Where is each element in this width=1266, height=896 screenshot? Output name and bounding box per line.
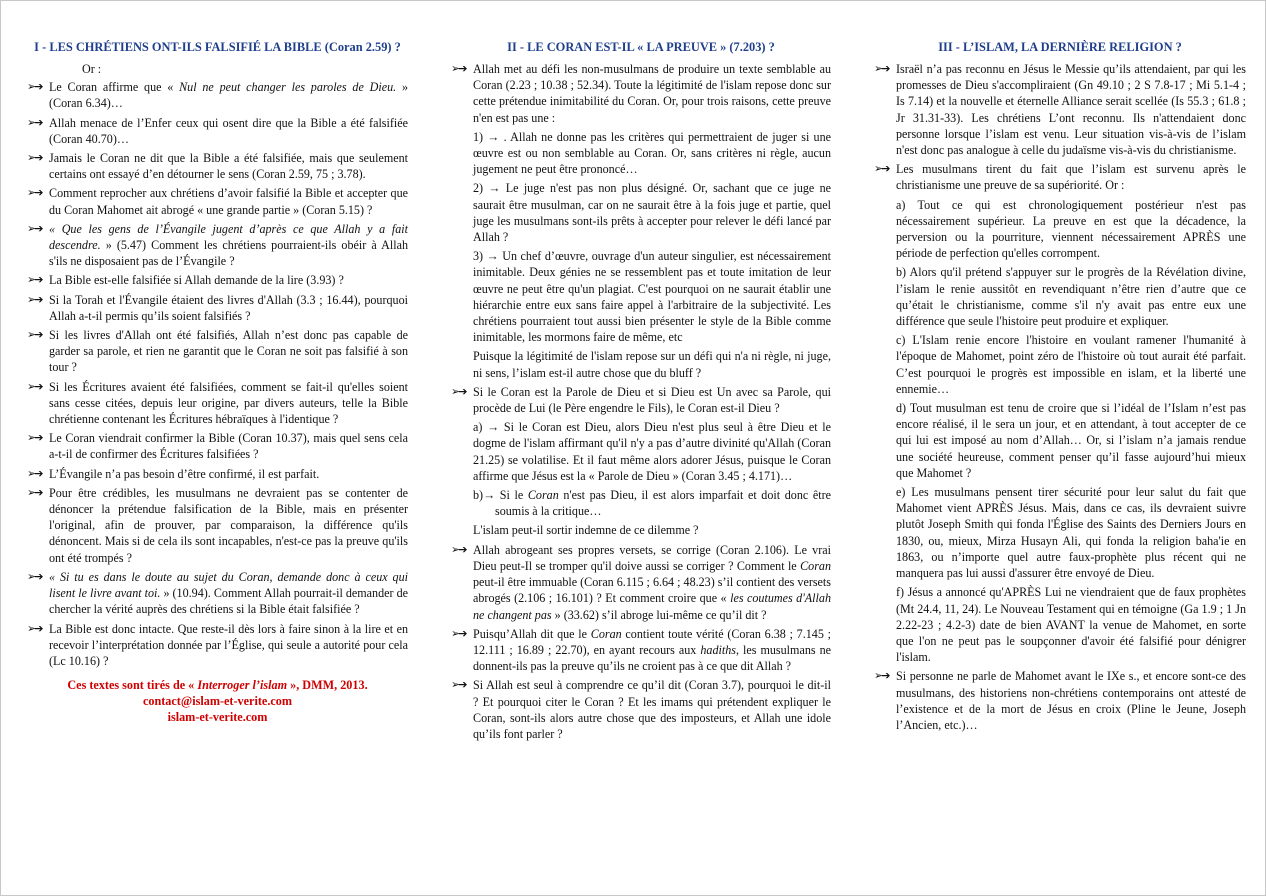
reason-1: 1) → . Allah ne donne pas les critères qui permettraient de juger si une œuvre est ou non semblable au Coran. Or, sans critères ni règle, aucun jugement ne peut être prononcé…	[473, 129, 831, 177]
source-footer	[27, 677, 408, 725]
option-b: b)→ Si le Coran n'est pas Dieu, il est alors imparfait et doit donc être soumis à la critique…	[473, 488, 831, 519]
column-falsification	[27, 39, 408, 725]
reason-3: 3) → Un chef d’œuvre, ouvrage d'un auteur singulier, est nécessairement inimitable. Deux génies ne se ressemblent pas et toute imitation de leur œuvre ne peut être qu'un plagiat. C'est pourquoi on ne saurait établir une hiérarchie entre eux sans faire appel à l'arbitraire de la subjectivité. Les chrétiens pourraient tout aussi bien présenter le style de la Bible comme inimitable, les mormons faire de même, etc	[473, 249, 831, 345]
arrow-bullet-icon: ➢➔	[27, 151, 42, 165]
point-c: c) L'Islam renie encore l'histoire en voulant ramener l'humanité à l'époque de Mahomet, point zéro de l'histoire où tout aurait été parfait. C’est pourquoi le progrès est impossible en islam, et la liberté une ennemie…	[896, 333, 1246, 396]
arrow-bullet-icon: ➢➔	[874, 62, 889, 75]
conclusion-text: Puisque la légitimité de l'islam repose sur un défi qui n'a ni règle, ni juge, ni sens, l’islam est-il autre chose que du bluff ?	[473, 349, 831, 380]
list-item: ➢➔ Comment reprocher aux chrétiens d’avoir falsifié la Bible et accepter que du Coran Mahomet ait abrogé « une grande partie » (Coran 5.15) ?	[27, 186, 408, 217]
point-f: f) Jésus a annoncé qu'APRÈS Lui ne viendraient que de faux prophètes (Mt 24.4, 11, 24). Le Nouveau Testament qui en témoigne (Ga 1.9 ; 1 Jn 2.22-23 ; 4.2-3) date de bien AVANT la venue de Mahomet, en sorte que l'on ne peut pas le soupçonner d'avoir été falsifié pour dénigrer l'islam.	[896, 585, 1246, 665]
arrow-bullet-icon: ➢➔	[874, 162, 889, 176]
contact-email-link[interactable]: contact@islam-et-verite.com	[142, 694, 293, 709]
list-item: ➢➔ Le Coran viendrait confirmer la Bible (Coran 10.37), mais quel sens cela a-t-il de confirmer des Écritures falsifiées ?	[27, 431, 408, 462]
reason-2: 2) → Le juge n'est pas non plus désigné. Or, sachant que ce juge ne saurait être musulman, car on ne saurait être à la fois juge et partie, quel juge les musulmans sont-ils prêts à accepter pour relever le défi lancé par Allah ?	[473, 181, 831, 245]
list-item: ➢➔ Si les livres d'Allah ont été falsifiés, Allah n’est donc pas capable de garder sa parole, et rien ne garantit que le Coran ne soit pas falsifié à son tour ?	[27, 328, 408, 375]
arrow-bullet-icon: ➢➔	[451, 542, 466, 556]
section-title-3: III - L’ISLAM, LA DERNIÈRE RELIGION ?	[938, 40, 1182, 54]
section-title-1: I - LES CHRÉTIENS ONT-ILS FALSIFIÉ LA BIBLE (Coran 2.59) ?	[34, 40, 401, 54]
arrow-bullet-icon: ➢➔	[27, 221, 42, 235]
arrow-bullet-icon: ➢➔	[27, 431, 42, 445]
section-title-2: II - LE CORAN EST-IL « LA PREUVE » (7.203) ?	[507, 40, 775, 54]
arrow-bullet-icon: ➢➔	[27, 80, 42, 94]
list-item: ➢➔ Si Allah est seul à comprendre ce qu’il dit (Coran 3.7), pourquoi le dit-il ? Et pourquoi citer le Coran ? Et les imams qui prétendent expliquer le Coran, sont-ils alors autre chose que des imposteurs, et Allah une idole qu’ils font parler ?	[451, 678, 831, 741]
option-a: a) → Si le Coran est Dieu, alors Dieu n'est plus seul à être Dieu et le dogme de l'islam affirmant qu'il n'y a pas d’autre divinité qu'Allah (Coran 21.25) se volatilise. Et il faut même alors adorer Jésus, puisque le Coran affirme que Jésus est la « Parole de Dieu » (Coran 3.45 ; 4.171)…	[473, 420, 831, 483]
arrow-bullet-icon: ➢➔	[27, 466, 42, 480]
list-item: ➢➔ « Que les gens de l’Évangile jugent d’après ce que Allah y a fait descendre. » (5.47) Comment les chrétiens pourraient-ils obéir à Allah s'ils ne disposaient pas de l’Évangile ?	[27, 221, 408, 269]
list-item: ➢➔ Le Coran affirme que « Nul ne peut changer les paroles de Dieu. » (Coran 6.34)…	[27, 80, 408, 111]
point-e: e) Les musulmans pensent tirer sécurité pour leur salut du fait que Mahomet vient APRÈS Jésus. Mais, dans ce cas, ils devraient suivre plutôt Joseph Smith qui fonda l'Église des Saints des Derniers Jours en 1830, ou, mieux, Mirza Husayn Ali, qui fonda la religion baha'ie en 1863, ou n’importe quel autre faux-prophète plus récent qui ne manquera pas lui aussi d'assurer être envoyé de Dieu.	[896, 485, 1246, 581]
arrow-bullet-icon: ➢➔	[451, 626, 466, 640]
list-item: ➢➔ Si le Coran est la Parole de Dieu et si Dieu est Un avec sa Parole, qui procède de Lui (le Père engendre le Fils), le Coran est-il Dieu ?	[451, 384, 831, 416]
point-d: d) Tout musulman est tenu de croire que si l’idéal de l’Islam n’est pas encore réalisé, il le sera un jour, et en attendant, à tout accepter de ce qui lui est imposé au nom d’Allah… Or, si l’islam n’a jamais rendue une société heureuse, comment penser qu’il fasse aujourd’hui mieux que Mahomet ?	[896, 401, 1246, 480]
point-b: b) Alors qu'il prétend s'appuyer sur le progrès de la Révélation divine, l’islam le renie aussitôt en revendiquant n’être rien d’autre que ce qu’était le christianisme, comme s'il n'y avait pas entre eux une différence que seule l'histoire peut produire et expliquer.	[896, 265, 1246, 329]
arrow-bullet-icon: ➢➔	[27, 569, 42, 583]
arrow-bullet-icon: ➢➔	[451, 62, 466, 75]
list-item: ➢➔ Puisqu’Allah dit que le Coran contient toute vérité (Coran 6.38 ; 7.145 ; 12.111 ; 16.89 ; 22.70), en ayant recours aux hadiths, les musulmans ne donnent-ils pas la preuve qu’ils ne croient pas à ce que dit Allah ?	[451, 626, 831, 674]
list-item: ➢➔ Les musulmans tirent du fait que l’islam est survenu après le christianisme une preuve de sa supériorité. Or :	[874, 162, 1246, 193]
arrow-bullet-icon: ➢➔	[27, 273, 42, 287]
list-item: ➢➔ Allah abrogeant ses propres versets, se corrige (Coran 2.106). Le vrai Dieu peut-Il se tromper qu'il doive aussi se corriger ? Comment le Coran peut-il être immuable (Coran 6.115 ; 6.64 ; 48.23) s’il contient des versets abrogés (2.106 ; 16.101) ? Et comment croire que « les coutumes d'Allah ne changent pas » (33.62) s’il abroge lui-même ce qu’il dit ?	[451, 542, 831, 622]
list-item: ➢➔ Jamais le Coran ne dit que la Bible a été falsifiée, mais que seulement certains ont essayé d’en détourner le sens (Coran 2.59, 75 ; 3.78).	[27, 151, 408, 182]
arrow-bullet-icon: ➢➔	[451, 678, 466, 692]
arrow-bullet-icon: ➢➔	[874, 669, 889, 683]
arrow-bullet-icon: ➢➔	[27, 115, 42, 129]
list-item: ➢➔ Allah met au défi les non-musulmans de produire un texte semblable au Coran (2.23 ; 10.38 ; 52.34). Toute la légitimité de l'islam repose donc sur cette prétendue inimitabilité du Coran. Or, pour trois raisons, cette preuve n'en est pas une :	[451, 62, 831, 125]
arrow-bullet-icon: ➢➔	[451, 384, 466, 398]
list-item: ➢➔ La Bible est-elle falsifiée si Allah demande de la lire (3.93) ?	[27, 273, 344, 288]
arrow-bullet-icon: ➢➔	[27, 379, 42, 393]
column-derniere-religion	[874, 39, 1246, 736]
list-item: ➢➔ La Bible est donc intacte. Que reste-il dès lors à faire sinon à la lire et en recevoir l’interprétation donnée par l’Église, qui seule a autorité pour cela (Lc 10.16) ?	[27, 621, 408, 668]
list-item: ➢➔ Si les Écritures avaient été falsifiées, comment se fait-il qu'elles soient sans cesse citées, depuis leur origine, par divers auteurs, telle la Bible chrétienne contenant les Écritures hébraïques à l'identique ?	[27, 379, 408, 427]
website-link[interactable]: islam-et-verite.com	[167, 710, 268, 725]
list-item: ➢➔ « Si tu es dans le doute au sujet du Coran, demande donc à ceux qui lisent le livre avant toi. » (10.94). Comment Allah pourrait-il demander de chercher la vérité auprès des chrétiens si la Bible était falsifiée ?	[27, 569, 408, 617]
arrow-bullet-icon: ➢➔	[27, 621, 42, 635]
list-item: ➢➔ Pour être crédibles, les musulmans ne devraient pas se contenter de dénoncer la prétendue falsification de la Bible, mais en présenter l'original, afin de prouver, par comparaison, la différence qu'ils dénoncent. Mais si de cela ils sont incapables, n'est-ce pas la preuve qu'ils ont été trompés ?	[27, 485, 408, 565]
point-a: a) Tout ce qui est chronologiquement postérieur n'est pas nécessairement supérieur. La preuve en est que la décadence, la perversion ou la pourriture, viennent nécessairement APRÈS une période de perfection qu'elles corrompent.	[896, 197, 1246, 261]
arrow-bullet-icon: ➢➔	[27, 485, 42, 499]
list-item: ➢➔ Allah menace de l’Enfer ceux qui osent dire que la Bible a été falsifiée (Coran 40.70)…	[27, 115, 408, 146]
arrow-bullet-icon: ➢➔	[27, 328, 42, 342]
arrow-bullet-icon: ➢➔	[27, 186, 42, 200]
list-item: ➢➔ Si personne ne parle de Mahomet avant le IXe s., et encore sont-ce des musulmans, des historiens non-chrétiens contemporains ont attesté de l’existence et de la mort de Jésus en croix (Pline le Jeune, Joseph l’Ancien, etc.)…	[874, 669, 1246, 732]
intro-text: Or :	[82, 62, 102, 76]
dilemma-question: L'islam peut-il sortir indemne de ce dilemme ?	[473, 523, 699, 538]
source-citation: Ces textes sont tirés de « Interroger l’islam », DMM, 2013.	[67, 678, 368, 693]
list-item: ➢➔ L’Évangile n’a pas besoin d’être confirmé, il est parfait.	[27, 466, 320, 481]
list-item: ➢➔ Israël n’a pas reconnu en Jésus le Messie qu’ils attendaient, par qui les promesses de Dieu s'accompliraient (Gn 49.10 ; 2 S 7.8-17 ; Mi 5.1-4 ; Is 7.14) et la nouvelle et éternelle Alliance serait scellée (Is 55.3 ; 61.8 ; Jr 31.31-33). Les chrétiens L’ont reconnu. Ils n'attendaient donc personne lorsque l’islam est venu. Leur situation vis-à-vis de l’islam n'est donc pas analogue à celle du judaïsme vis-à-vis du christianisme.	[874, 62, 1246, 158]
arrow-bullet-icon: ➢➔	[27, 292, 42, 306]
column-coran-preuve	[451, 39, 831, 745]
list-item: ➢➔ Si la Torah et l'Évangile étaient des livres d'Allah (3.3 ; 16.44), pourquoi Allah a-t-il permis qu’ils soient falsifiés ?	[27, 292, 408, 323]
